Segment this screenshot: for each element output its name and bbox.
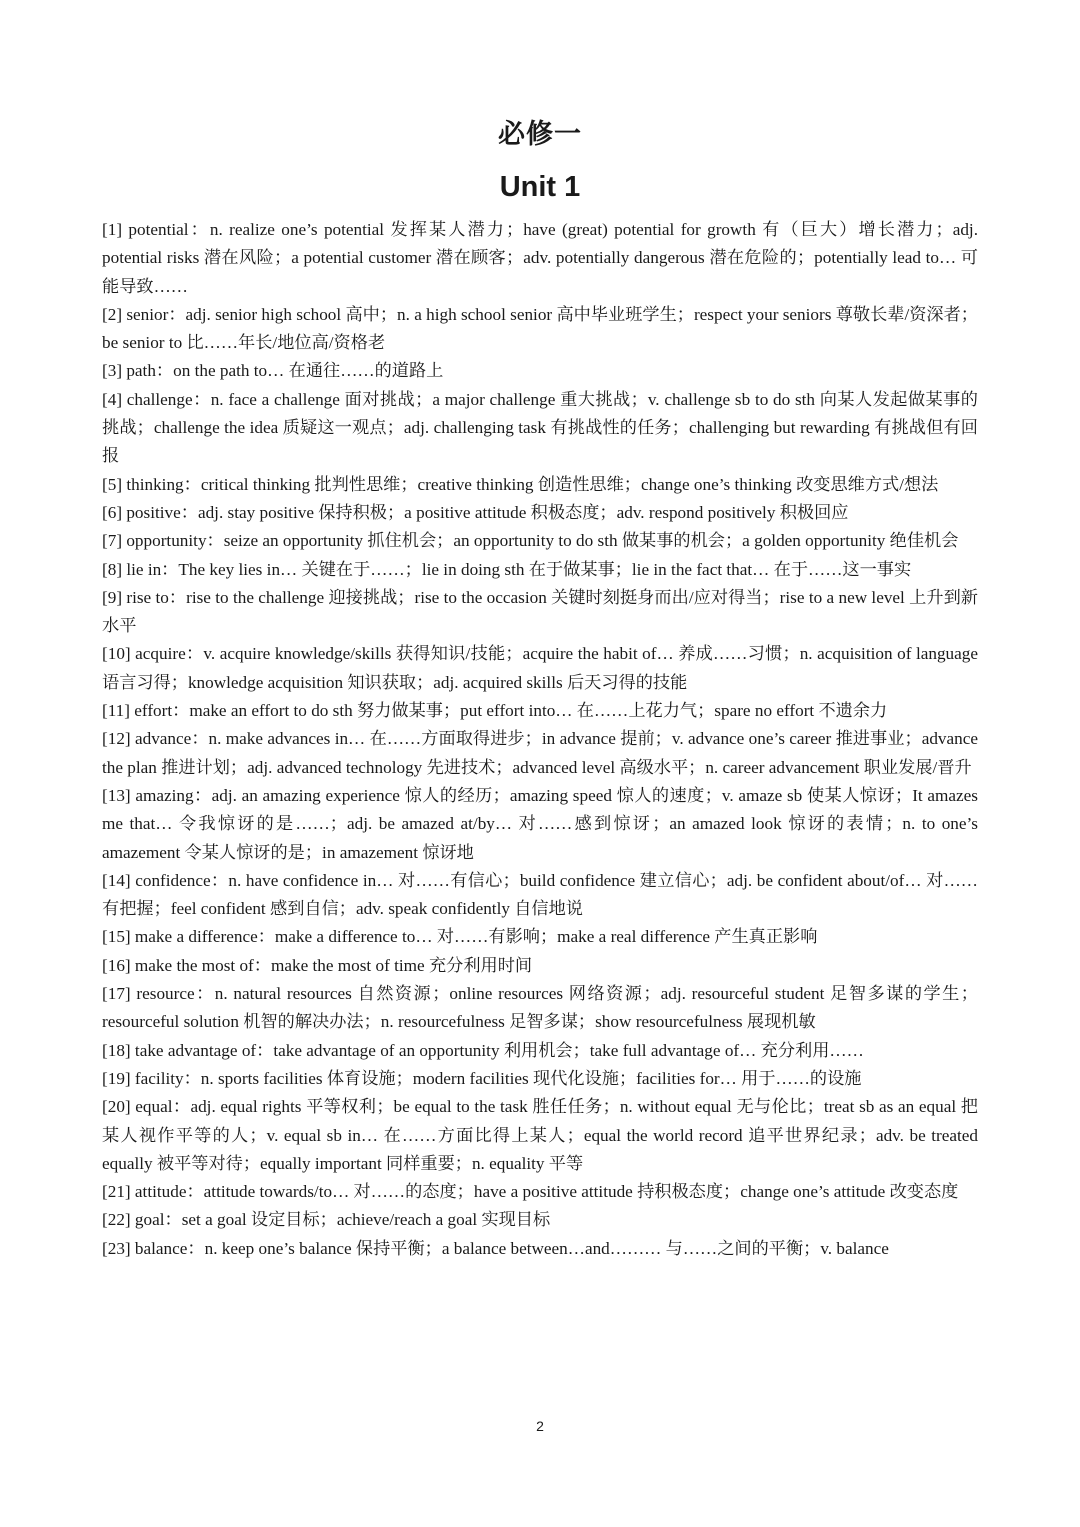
page-number: 2 xyxy=(536,1418,544,1434)
vocab-entry: [15] make a difference：make a difference to… 对……有影响；make a real difference 产生真正影响 xyxy=(102,927,818,947)
vocab-entry: [19] facility：n. sports facilities 体育设施；modern facilities 现代化设施；facilities for… 用于……的设施 xyxy=(102,1068,862,1088)
vocab-entry: [14] confidence：n. have confidence in… 对……有信心；build confidence 建立信心；adj. be confident about/of… 对……有把握；feel confident 感到自信；adv. speak confidently 自信地说 xyxy=(102,870,978,919)
unit-title: Unit 1 xyxy=(499,171,581,203)
vocab-entry: [6] positive：adj. stay positive 保持积极；a positive attitude 积极态度；adv. respond positively 积极回应 xyxy=(102,502,849,522)
vocab-entry: [1] potential：n. realize one’s potential 发挥某人潜力；have (great) potential for growth 有（巨大）增长潜力；adj. potential risks 潜在风险；a potential customer 潜在顾客；adv. potentially dangerous 潜在危险的；potentially lead to… 可能导致…… xyxy=(102,220,978,296)
vocab-entry: [4] challenge：n. face a challenge 面对挑战；a major challenge 重大挑战；v. challenge sb to do sth 向某人发起做某事的挑战；challenge the idea 质疑这一观点；adj. challenging task 有挑战性的任务；challenging but rewarding 有挑战但有回报 xyxy=(102,389,978,466)
vocab-entry: [12] advance：n. make advances in… 在……方面取得进步；in advance 提前；v. advance one’s career 推进事业；advance the plan 推进计划；adj. advanced technology 先进技术；advanced level 高级水平；n. career advancement 职业发展/晋升 xyxy=(102,729,978,777)
vocab-entry: [8] lie in：The key lies in… 关键在于……；lie in doing sth 在于做某事；lie in the fact that… 在于……这一事实 xyxy=(102,559,912,579)
vocab-entry: [17] resource：n. natural resources 自然资源；online resources 网络资源；adj. resourceful student 足智多谋的学生；resourceful solution 机智的解决办法；n. resourcefulness 足智多谋；show resourcefulness 展现机敏 xyxy=(102,984,978,1032)
vocab-entry: [21] attitude：attitude towards/to… 对……的态度；have a positive attitude 持积极态度；change one’s attitude 改变态度 xyxy=(102,1182,959,1202)
vocab-entry: [22] goal：set a goal 设定目标；achieve/reach a goal 实现目标 xyxy=(102,1210,551,1230)
vocab-entry: [13] amazing：adj. an amazing experience 惊人的经历；amazing speed 惊人的速度；v. amaze sb 使某人惊讶；It amazes me that… 令我惊讶的是……；adj. be amazed at/by… 对……感到惊讶；an amazed look 惊讶的表情；n. to one’s amazement 令某人惊讶的是；in amazement 惊讶地 xyxy=(102,785,978,862)
book-title: 必修一 xyxy=(498,119,582,150)
vocab-entry: [20] equal：adj. equal rights 平等权利；be equal to the task 胜任任务；n. without equal 无与伦比；treat sb as an equal 把某人视作平等的人；v. equal sb in… 在……方面比得上某人；equal the world record 追平世界纪录；adv. be treated equally 被平等对待；equally important 同样重要；n. equality 平等 xyxy=(102,1097,978,1173)
vocab-entry: [7] opportunity：seize an opportunity 抓住机会；an opportunity to do sth 做某事的机会；a golden opportunity 绝佳机会 xyxy=(102,531,959,551)
vocab-entry: [18] take advantage of：take advantage of an opportunity 利用机会；take full advantage of… 充分利用…… xyxy=(102,1040,864,1060)
vocabulary-list xyxy=(102,216,978,1263)
vocab-entry: [9] rise to：rise to the challenge 迎接挑战；rise to the occasion 关键时刻挺身而出/应对得当；rise to a new level 上升到新水平 xyxy=(102,587,978,636)
vocab-entry: [23] balance：n. keep one’s balance 保持平衡；a balance between…and……… 与……之间的平衡；v. balance xyxy=(102,1238,889,1258)
vocab-entry: [5] thinking：critical thinking 批判性思维；creative thinking 创造性思维；change one’s thinking 改变思维方式/想法 xyxy=(102,474,939,494)
vocab-entry: [11] effort：make an effort to do sth 努力做某事；put effort into… 在……上花力气；spare no effort 不遗余力 xyxy=(102,701,888,721)
vocab-entry: [2] senior：adj. senior high school 高中；n. a high school senior 高中毕业班学生；respect your seniors 尊敬长辈/资深者；be senior to 比……年长/地位高/资格老 xyxy=(102,304,978,353)
vocab-entry: [10] acquire：v. acquire knowledge/skills 获得知识/技能；acquire the habit of… 养成……习惯；n. acquisition of language 语言习得；knowledge acquisition 知识获取；adj. acquired skills 后天习得的技能 xyxy=(102,644,978,692)
vocab-entry: [16] make the most of：make the most of time 充分利用时间 xyxy=(102,955,533,975)
vocab-entry: [3] path：on the path to… 在通往……的道路上 xyxy=(102,361,444,381)
